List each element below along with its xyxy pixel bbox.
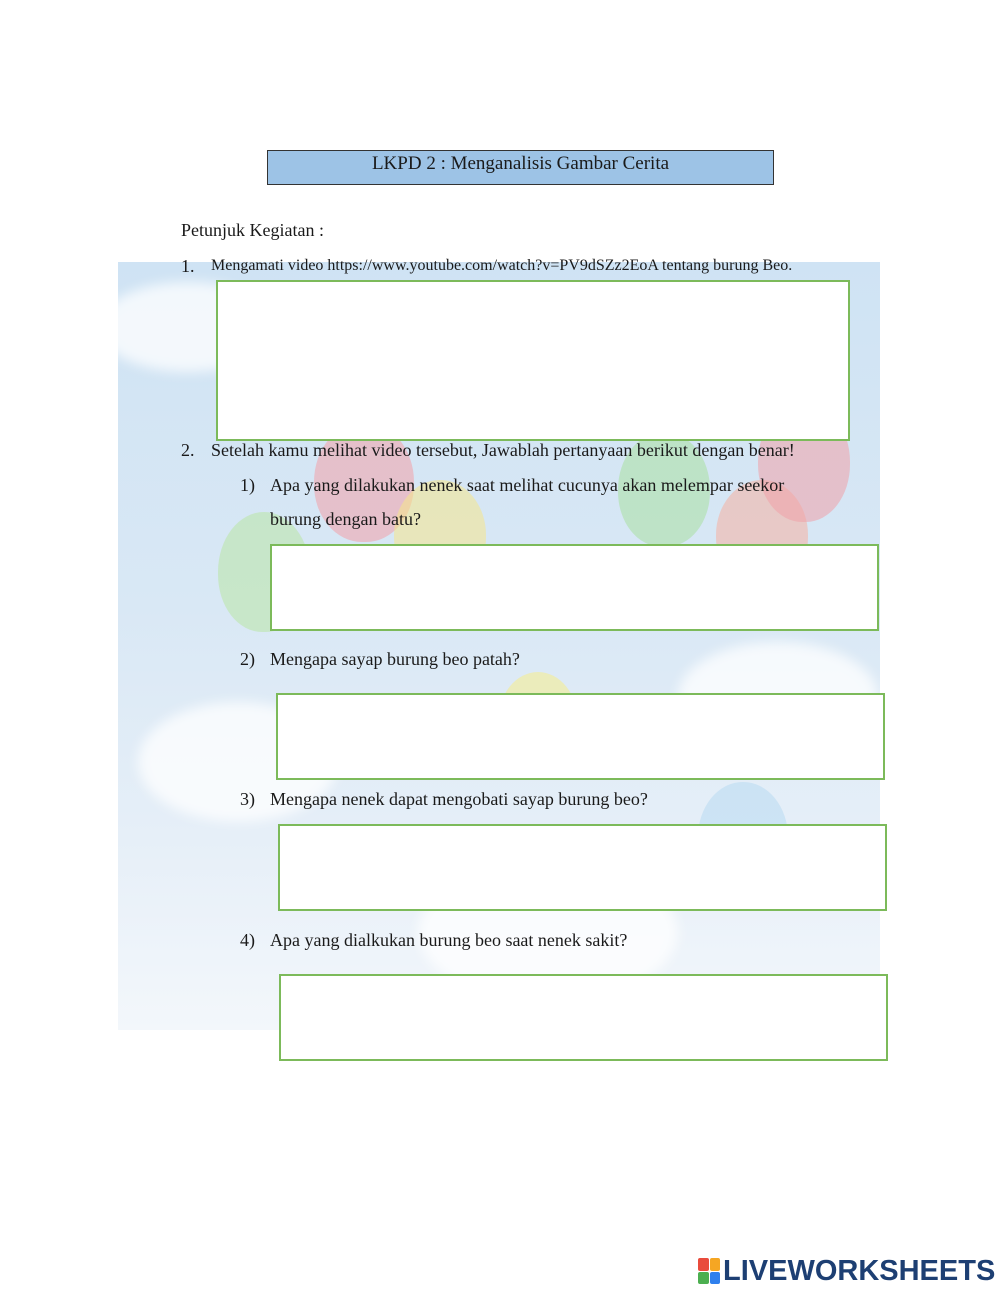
step-2-number: 2.	[181, 440, 195, 460]
question-4-text: Apa yang dialkukan burung beo saat nenek sakit?	[270, 930, 628, 950]
step-1-text: Mengamati video https://www.youtube.com/watch?v=PV9dSZz2EoA tentang burung Beo.	[211, 257, 793, 274]
instructions-label: Petunjuk Kegiatan :	[181, 220, 324, 240]
question-1-number: 1)	[240, 475, 255, 495]
question-4-number: 4)	[240, 930, 255, 950]
answer-box-4[interactable]	[279, 974, 888, 1061]
liveworksheets-logo	[698, 1254, 995, 1288]
answer-box-3[interactable]	[278, 824, 887, 911]
logo-text: LIVEWORKSHEETS	[723, 1254, 996, 1287]
step-1-number: 1.	[181, 256, 195, 276]
question-1-line-2: burung dengan batu?	[270, 509, 421, 529]
question-3-text: Mengapa nenek dapat mengobati sayap burung beo?	[270, 789, 648, 809]
question-1-line-1: Apa yang dilakukan nenek saat melihat cucunya akan melempar seekor	[270, 475, 785, 495]
answer-box-1[interactable]	[270, 544, 879, 631]
worksheet-title: LKPD 2 : Menganalisis Gambar Cerita	[267, 150, 774, 185]
question-3-number: 3)	[240, 789, 255, 809]
question-2-number: 2)	[240, 649, 255, 669]
step-2-text: Setelah kamu melihat video tersebut, Jawablah pertanyaan berikut dengan benar!	[211, 440, 795, 460]
liveworksheets-logo-icon	[698, 1258, 720, 1284]
video-embed-box[interactable]	[216, 280, 850, 441]
question-2-text: Mengapa sayap burung beo patah?	[270, 649, 520, 669]
answer-box-2[interactable]	[276, 693, 885, 780]
